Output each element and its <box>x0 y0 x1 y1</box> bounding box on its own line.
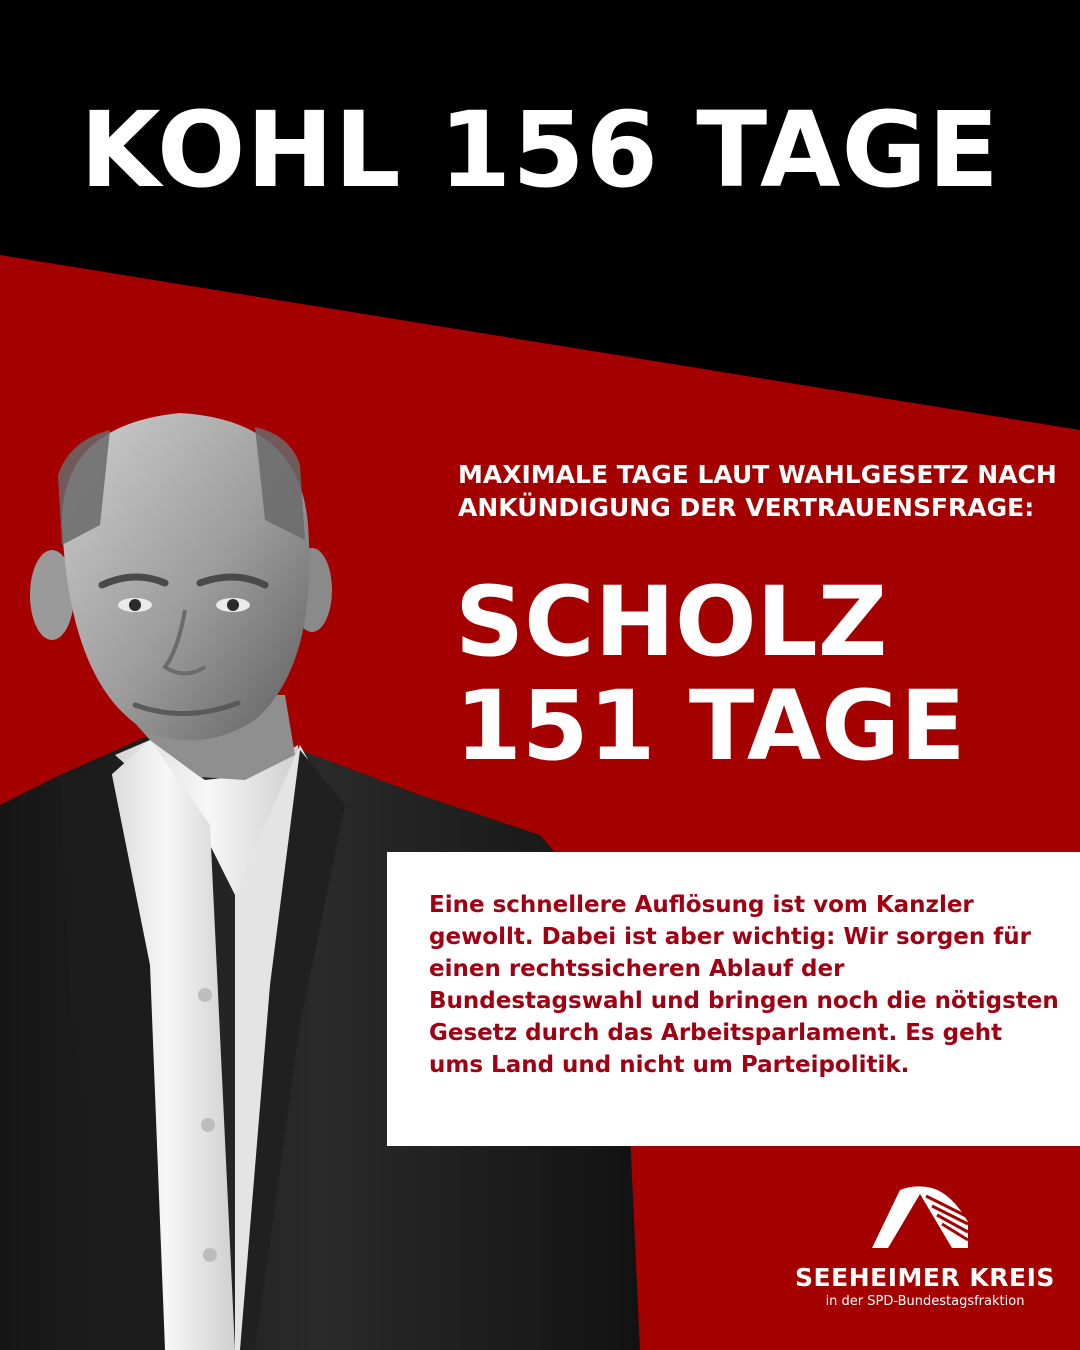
quote-text: Eine schnellere Auflösung ist vom Kanzler gewollt. Dabei ist aber wichtig: Wir sorgen für einen rechtssicheren Ablauf der Bundestagswahl und bringen noch die nötigsten Gesetz durch das Arbeitsparlament. Es geht ums Land und nicht um Parteipolitik. <box>429 892 1059 1078</box>
subheadline-line-2: ANKÜNDIGUNG DER VERTRAUENSFRAGE: <box>458 493 1035 522</box>
highlight-line-1: SCHOLZ <box>455 566 888 678</box>
quote-box <box>387 852 1080 1146</box>
highlight-text <box>455 566 1075 782</box>
dome-icon <box>870 1182 970 1250</box>
headline: KOHL 156 TAGE <box>80 89 1000 211</box>
highlight-line-2: 151 TAGE <box>455 670 966 782</box>
subheadline <box>458 458 1058 524</box>
logo-subtitle: in der SPD-Bundestagsfraktion <box>825 1294 1025 1309</box>
organization-logo <box>790 1182 1060 1312</box>
subheadline-line-1: MAXIMALE TAGE LAUT WAHLGESETZ NACH <box>458 460 1057 489</box>
black-diagonal-band <box>0 0 1080 430</box>
logo-name: SEEHEIMER KREIS <box>795 1263 1055 1292</box>
